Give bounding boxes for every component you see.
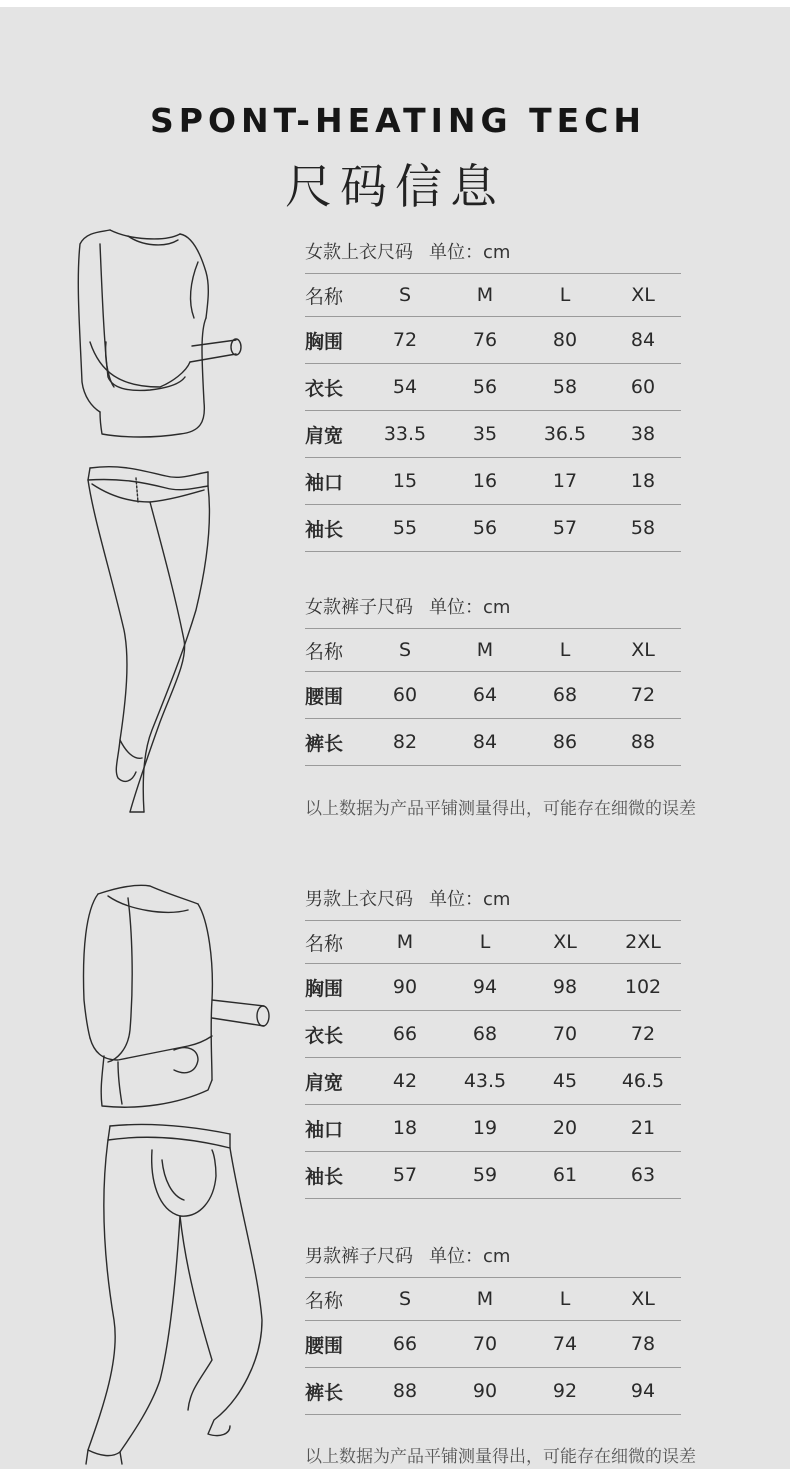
table-cell: 57 [552,517,578,539]
table-cell: 94 [472,976,498,998]
women-top-size-table [305,233,681,552]
table-cell: 88 [392,1380,418,1402]
table-cell: 88 [630,731,656,753]
table-cell: 63 [630,1164,656,1186]
column-header-size: M [476,639,494,661]
men-top-illustration [78,880,273,1115]
column-header-size: XL [631,1288,655,1310]
column-header-name: 名称 [305,932,344,955]
row-label: 衣长 [305,377,344,400]
table-cell: 86 [552,731,578,753]
men-pants-size-table [305,1237,681,1415]
table-cell: 74 [552,1333,578,1355]
table-cell: 21 [630,1117,656,1139]
table-cell: 19 [472,1117,498,1139]
table-cell: 90 [392,976,418,998]
row-label: 肩宽 [305,1071,344,1094]
table-cell: 66 [392,1023,418,1045]
table-cell: 60 [630,376,656,398]
row-label: 袖口 [305,471,344,494]
table-cell: 61 [552,1164,578,1186]
row-label: 腰围 [305,685,344,708]
column-header-size: S [398,639,412,661]
table-cell: 72 [630,684,656,706]
column-header-name: 名称 [305,640,344,663]
row-label: 袖长 [305,1165,344,1188]
table-cell: 55 [392,517,418,539]
table-cell: 43.5 [463,1070,507,1092]
table-row [305,1152,681,1199]
column-header-name: 名称 [305,285,344,308]
column-header-size: M [476,284,494,306]
table-row [305,1321,681,1368]
table-cell: 72 [630,1023,656,1045]
column-header-size: M [476,1288,494,1310]
column-header-size: 2XL [625,931,661,953]
row-label: 袖口 [305,1118,344,1141]
table-cell: 80 [552,329,578,351]
table-title: 女款上衣尺码 [305,242,413,263]
row-label: 衣长 [305,1024,344,1047]
table-cell: 16 [472,470,498,492]
table-cell: 54 [392,376,418,398]
women-top-illustration [70,222,250,447]
column-header-size: M [396,931,414,953]
column-header-size: L [559,639,571,661]
table-cell: 18 [630,470,656,492]
table-cell: 76 [472,329,498,351]
measurement-note: 以上数据为产品平铺测量得出，可能存在细微的误差 [305,1447,696,1467]
table-header-row [305,274,681,317]
table-cell: 60 [392,684,418,706]
table-cell: 82 [392,731,418,753]
table-cell: 72 [392,329,418,351]
table-cell: 15 [392,470,418,492]
table-caption [305,233,681,274]
row-label: 裤长 [305,732,344,755]
table-cell: 20 [552,1117,578,1139]
table-header-row [305,629,681,672]
column-header-size: S [398,1288,412,1310]
women-pants-size-table [305,588,681,766]
table-row [305,672,681,719]
table-cell: 59 [472,1164,498,1186]
table-cell: 84 [472,731,498,753]
page-title: 尺码信息 [285,160,505,215]
row-label: 胸围 [305,977,344,1000]
table-cell: 94 [630,1380,656,1402]
column-header-size: L [479,931,491,953]
table-cell: 102 [624,976,662,998]
table-cell: 66 [392,1333,418,1355]
table-header-row [305,1278,681,1321]
table-unit: 单位：cm [429,242,511,263]
column-header-size: XL [631,639,655,661]
table-cell: 70 [552,1023,578,1045]
women-pants-illustration [80,460,230,820]
table-cell: 68 [472,1023,498,1045]
table-row [305,1105,681,1152]
table-title: 男款上衣尺码 [305,889,413,910]
table-cell: 36.5 [543,423,587,445]
table-unit: 单位：cm [429,1246,511,1267]
table-row [305,317,681,364]
brand-title: SPONT-HEATING TECH [150,101,646,140]
table-cell: 84 [630,329,656,351]
table-cell: 70 [472,1333,498,1355]
measurement-note: 以上数据为产品平铺测量得出，可能存在细微的误差 [305,799,696,819]
table-row [305,719,681,766]
table-cell: 56 [472,376,498,398]
column-header-size: L [559,284,571,306]
table-cell: 92 [552,1380,578,1402]
table-cell: 68 [552,684,578,706]
table-cell: 38 [630,423,656,445]
table-unit: 单位：cm [429,597,511,618]
row-label: 袖长 [305,518,344,541]
table-cell: 90 [472,1380,498,1402]
table-cell: 56 [472,517,498,539]
column-header-size: S [398,284,412,306]
table-cell: 45 [552,1070,578,1092]
table-cell: 35 [472,423,498,445]
table-caption [305,1237,681,1278]
row-label: 腰围 [305,1334,344,1357]
table-cell: 57 [392,1164,418,1186]
table-cell: 58 [630,517,656,539]
table-row [305,364,681,411]
column-header-size: XL [553,931,577,953]
table-row [305,411,681,458]
table-row [305,1058,681,1105]
men-top-size-table [305,880,681,1199]
table-cell: 58 [552,376,578,398]
table-cell: 46.5 [621,1070,665,1092]
column-header-size: L [559,1288,571,1310]
table-cell: 78 [630,1333,656,1355]
row-label: 胸围 [305,330,344,353]
men-pants-illustration [80,1120,270,1465]
table-row [305,505,681,552]
table-cell: 17 [552,470,578,492]
table-unit: 单位：cm [429,889,511,910]
table-cell: 33.5 [383,423,427,445]
column-header-name: 名称 [305,1289,344,1312]
column-header-size: XL [631,284,655,306]
row-label: 裤长 [305,1381,344,1404]
table-row [305,1368,681,1415]
row-label: 肩宽 [305,424,344,447]
table-caption [305,880,681,921]
table-caption [305,588,681,629]
table-title: 男款裤子尺码 [305,1246,413,1267]
table-cell: 42 [392,1070,418,1092]
table-cell: 18 [392,1117,418,1139]
table-header-row [305,921,681,964]
table-title: 女款裤子尺码 [305,597,413,618]
table-row [305,964,681,1011]
table-row [305,458,681,505]
table-row [305,1011,681,1058]
table-cell: 64 [472,684,498,706]
table-cell: 98 [552,976,578,998]
